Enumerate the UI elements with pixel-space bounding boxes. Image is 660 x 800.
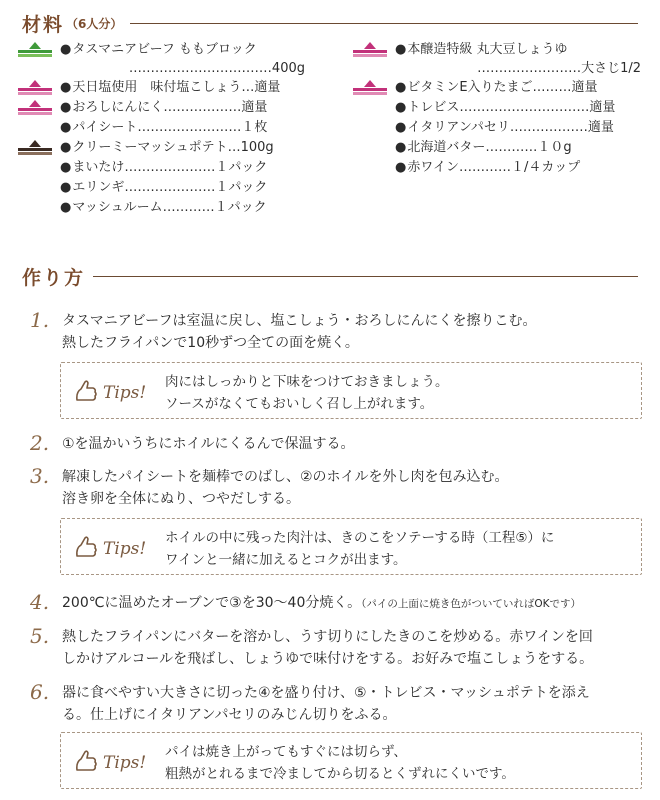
tips-label: Tips!: [103, 752, 147, 773]
step-number: 4.: [30, 590, 50, 614]
ingredient-quantity: ……………………大さじ1/2: [477, 61, 641, 76]
step-number: 1.: [30, 308, 50, 332]
tips-text: 肉にはしっかりと下味をつけておきましょう。: [165, 374, 449, 390]
ingredient-item: [395, 138, 641, 158]
topvalu-select-logo: [16, 139, 54, 156]
ingredient-item: [395, 78, 641, 98]
ingredient-label: ● 北海道バター…………１０g: [395, 138, 641, 158]
tips-box-3: [60, 732, 642, 789]
ingredient-label: ● 天日塩使用 味付塩こしょう…適量: [60, 78, 305, 98]
ingredient-label: ● クリーミーマッシュポテト…100g: [60, 138, 305, 158]
ingredient-item: [395, 118, 641, 138]
tips-label: Tips!: [103, 382, 147, 403]
step-text: 熱したフライパンにバターを溶かし、うす切りにしたきのこを炒める。赤ワインを回: [62, 629, 593, 645]
tips-box-2: [60, 518, 642, 575]
tips-text: ホイルの中に残った肉汁は、きのこをソテーする時（工程⑤）に: [165, 530, 555, 546]
step-number: 5.: [30, 624, 50, 648]
tips-text: パイは焼き上がってもすぐには切らず、: [165, 744, 407, 760]
tips-box-1: [60, 362, 642, 419]
topvalu-bestprice-logo: [351, 41, 389, 58]
step-text: タスマニアビーフは室温に戻し、塩こしょう・おろしにんにくを擦りこむ。: [62, 313, 537, 329]
ingredient-item: [395, 158, 641, 178]
topvalu-bestprice-logo: [16, 99, 54, 116]
ingredients-title: 材料: [22, 14, 65, 36]
ingredient-item: [60, 158, 305, 178]
pointing-hand-icon: [73, 748, 153, 774]
ingredient-label: ● マッシュルーム…………１パック: [60, 198, 305, 218]
tips-text: ソースがなくてもおいしく召し上がれます。: [165, 396, 434, 412]
ingredient-label: ● エリンギ…………………１パック: [60, 178, 305, 198]
step-text: 溶き卵を全体にぬり、つやだしする。: [62, 491, 300, 507]
tips-label: Tips!: [103, 538, 147, 559]
tips-text: ワインと一緒に加えるとコクが出ます。: [165, 552, 407, 568]
ingredient-item: [60, 178, 305, 198]
ingredient-label: ● 本醸造特級 丸大豆しょうゆ: [395, 40, 641, 59]
ingredient-label: ● まいたけ…………………１パック: [60, 158, 305, 178]
topvalu-bestprice-logo: [351, 79, 389, 96]
ingredients-rule: [130, 23, 638, 25]
pointing-hand-icon: [73, 534, 153, 560]
step-text: 熱したフライパンで10秒ずつ全ての面を焼く。: [62, 335, 359, 351]
method-rule: [93, 276, 638, 278]
step-text: しかけアルコールを飛ばし、しょうゆで味付けをする。お好みで塩こしょうをする。: [62, 651, 594, 667]
method-header: [22, 263, 638, 290]
pointing-hand-icon: [73, 378, 153, 404]
step-number: 6.: [30, 680, 50, 704]
tips-text: 粗熱がとれるまで冷ましてから切るとくずれにくいです。: [165, 766, 515, 782]
ingredients-subtitle: （6人分）: [66, 17, 123, 31]
topvalu-greeneye-logo: [16, 41, 54, 58]
ingredient-item: [60, 78, 305, 98]
step-number: 3.: [30, 464, 50, 488]
ingredient-label: ● ビタミンE入りたまご………適量: [395, 78, 641, 98]
method-title: 作り方: [22, 267, 86, 289]
ingredient-item: [60, 138, 305, 158]
ingredient-label: ● 赤ワイン…………１/４カップ: [395, 158, 641, 178]
ingredient-item: [60, 40, 305, 78]
ingredient-label: ● パイシート……………………１枚: [60, 118, 305, 138]
step-text: 解凍したパイシートを麺棒でのばし、②のホイルを外し肉を包み込む。: [62, 469, 509, 485]
ingredient-item: [60, 118, 305, 138]
step-text: る。仕上げにイタリアンパセリのみじん切りをふる。: [62, 707, 397, 723]
step-note: （パイの上面に焼き色がついていればOKです）: [361, 598, 581, 610]
ingredient-label: ● タスマニアビーフ ももブロック: [60, 40, 305, 59]
ingredient-item: [60, 198, 305, 218]
step-text: 200℃に温めたオーブンで③を30～40分焼く。: [62, 595, 362, 611]
ingredients-right-column: [395, 40, 641, 178]
ingredient-label: ● イタリアンパセリ………………適量: [395, 118, 641, 138]
ingredient-label: ● おろしにんにく………………適量: [60, 98, 305, 118]
ingredient-label: ● トレビス…………………………適量: [395, 98, 641, 118]
ingredient-item: [395, 40, 641, 78]
ingredient-quantity: ……………………………400g: [128, 61, 305, 76]
ingredient-item: [395, 98, 641, 118]
step-text: ①を温かいうちにホイルにくるんで保温する。: [62, 436, 355, 452]
ingredients-header: [22, 10, 638, 37]
topvalu-bestprice-logo: [16, 79, 54, 96]
ingredient-item: [60, 98, 305, 118]
step-text: 器に食べやすい大きさに切った④を盛り付け、⑤・トレビス・マッシュポテトを添え: [62, 685, 590, 701]
step-number: 2.: [30, 431, 50, 455]
ingredients-left-column: [60, 40, 305, 218]
